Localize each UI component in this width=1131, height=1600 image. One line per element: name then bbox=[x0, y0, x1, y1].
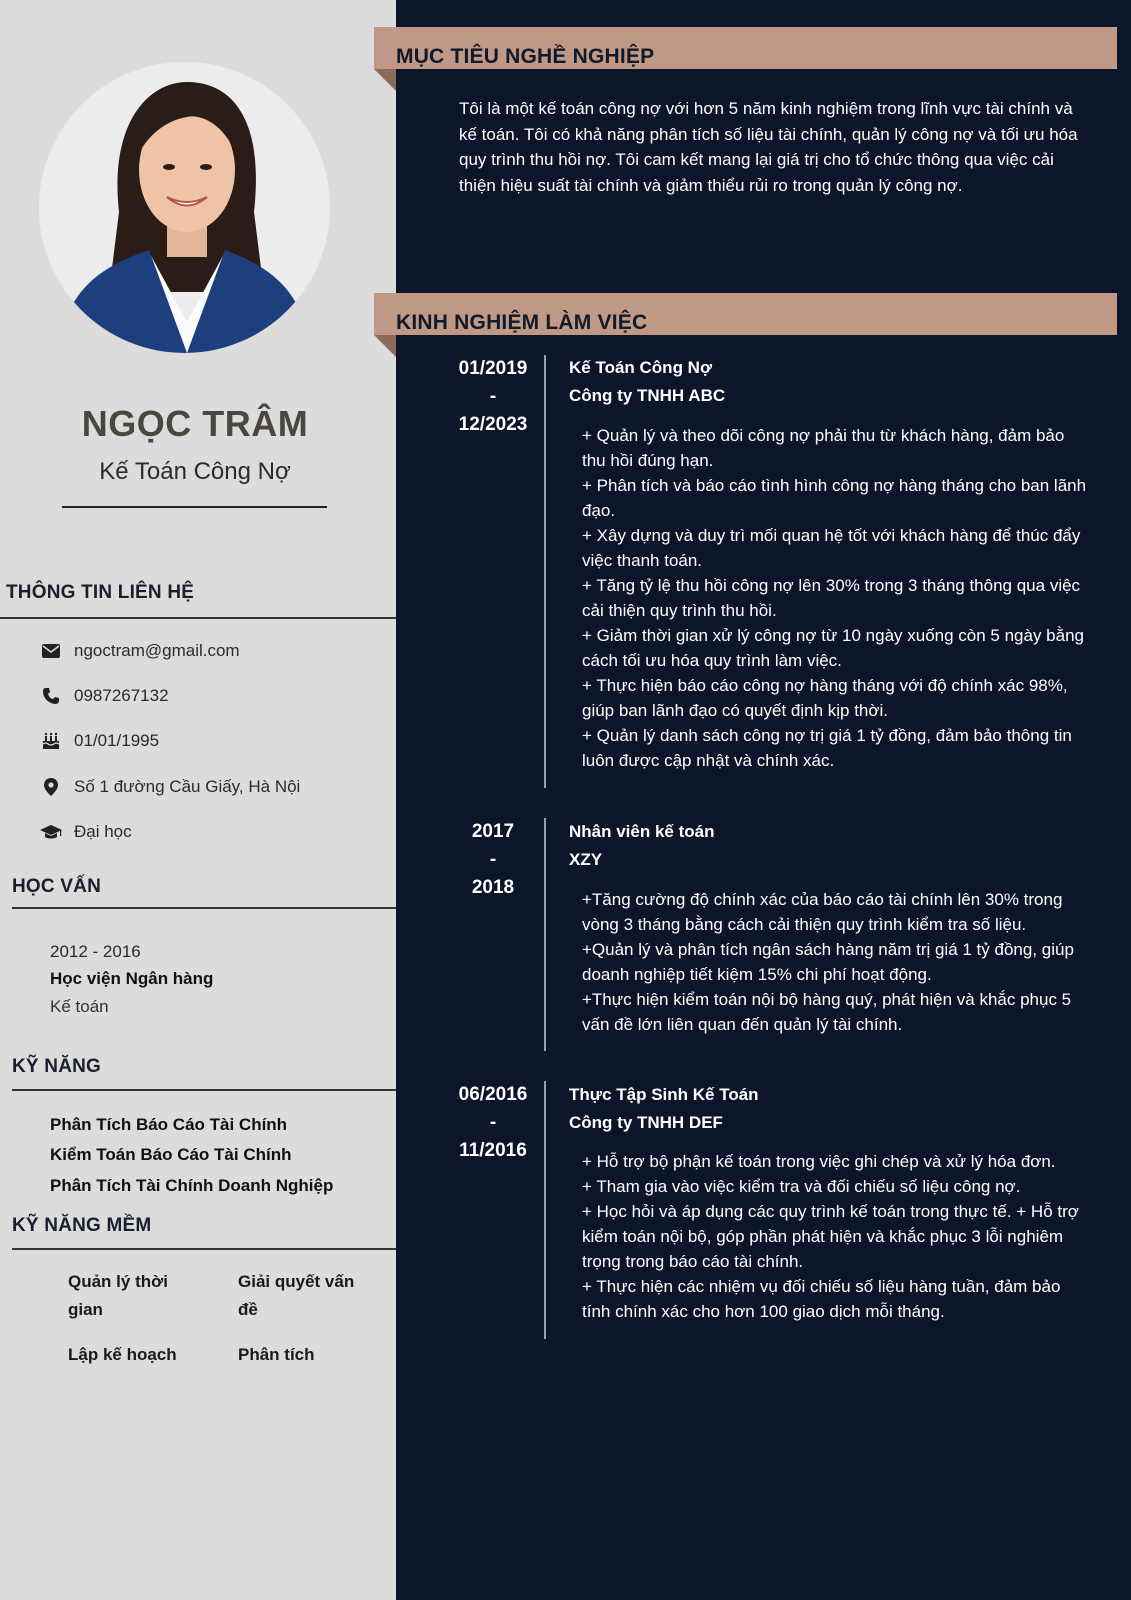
timeline-line bbox=[544, 1081, 546, 1339]
contact-email-text: ngoctram@gmail.com bbox=[74, 641, 240, 660]
skill-item: Phân Tích Báo Cáo Tài Chính bbox=[50, 1115, 288, 1134]
job-bullet: + Quản lý danh sách công nợ trị giá 1 tỷ đồng, đảm bảo thông tin luôn được cập nhật và chính xác. bbox=[582, 726, 1072, 770]
job-bullet: + Thực hiện báo cáo công nợ hàng tháng với độ chính xác 98%, giúp ban lãnh đạo có quyết định kịp thời. bbox=[582, 676, 1068, 720]
job-title: Thực Tập Sinh Kế Toán bbox=[569, 1085, 759, 1104]
education-school: Học viện Ngân hàng bbox=[50, 969, 214, 988]
job-company: XZY bbox=[569, 850, 603, 869]
skills-section-title: KỸ NĂNG bbox=[12, 1056, 102, 1077]
contact-degree-text: Đại học bbox=[74, 822, 132, 841]
job-bullet: + Tham gia vào việc kiểm tra và đối chiếu số liệu công nợ. bbox=[582, 1177, 1021, 1196]
phone-icon bbox=[40, 686, 62, 706]
job-date-separator: - bbox=[489, 1112, 497, 1133]
profile-name: NGỌC TRÂM bbox=[81, 403, 309, 444]
job-bullet: + Học hỏi và áp dụng các quy trình kế toán trong thực tế. + Hỗ trợ kiểm toán nội bộ, góp phần phát hiện và khắc phục 3 lỗi nghiêm trọng trong báo cáo tài chính. bbox=[582, 1202, 1079, 1271]
job-company: Công ty TNHH ABC bbox=[569, 386, 726, 405]
job-start-date: 01/2019 bbox=[458, 358, 528, 379]
soft-skills-section-title: KỸ NĂNG MỀM bbox=[12, 1215, 152, 1236]
experience-section-title: KINH NGHIỆM LÀM VIỆC bbox=[396, 311, 648, 334]
contact-divider bbox=[0, 617, 396, 619]
job-bullet: + Phân tích và báo cáo tình hình công nợ hàng tháng cho ban lãnh đạo. bbox=[582, 476, 1087, 520]
job-start-date: 2017 bbox=[471, 821, 515, 842]
job-end-date: 11/2016 bbox=[459, 1140, 527, 1161]
banner-fold bbox=[374, 69, 396, 91]
contact-section-title: THÔNG TIN LIÊN HỆ bbox=[6, 582, 195, 603]
contact-address bbox=[40, 777, 300, 797]
timeline-line bbox=[544, 355, 546, 788]
contact-email bbox=[40, 641, 240, 661]
job-title: Nhân viên kế toán bbox=[569, 822, 715, 841]
left-sidebar bbox=[0, 0, 396, 1600]
contact-birthday-text: 01/01/1995 bbox=[74, 731, 160, 750]
job-bullet: + Xây dựng và duy trì mối quan hệ tốt với khách hàng để thúc đẩy việc thanh toán. bbox=[582, 526, 1081, 570]
objective-section-title: MỤC TIÊU NGHỀ NGHIỆP bbox=[396, 45, 655, 68]
job-company: Công ty TNHH DEF bbox=[569, 1113, 723, 1132]
job-bullet: + Hỗ trợ bộ phận kế toán trong việc ghi chép và xử lý hóa đơn. bbox=[582, 1152, 1056, 1171]
education-section-title: HỌC VẤN bbox=[12, 876, 102, 897]
contact-phone bbox=[40, 686, 169, 706]
education-major: Kế toán bbox=[50, 997, 109, 1016]
job-start-date: 06/2016 bbox=[458, 1084, 528, 1105]
objective-text: Tôi là một kế toán công nợ với hơn 5 năm kinh nghiệm trong lĩnh vực tài chính và kế toán. Tôi có khả năng phân tích số liệu tài chính, quản lý công nợ và tối ưu hóa quy trình thu hồi nợ. Tôi cam kết mang lại giá trị cho tổ chức thông qua việc cải thiện hiệu suất tài chính và giảm thiểu rủi ro trong quản lý công nợ. bbox=[459, 99, 1078, 195]
soft-skill-item: Phân tích bbox=[238, 1345, 315, 1364]
education-divider bbox=[12, 907, 396, 909]
job-responsibilities bbox=[582, 1149, 1092, 1324]
job-responsibilities bbox=[582, 423, 1092, 773]
birthday-cake-icon bbox=[40, 731, 62, 751]
soft-skill-item: Lập kế hoạch bbox=[68, 1345, 177, 1364]
skill-item: Kiểm Toán Báo Cáo Tài Chính bbox=[50, 1145, 292, 1164]
soft-skill-item: Giải quyết vấn đề bbox=[238, 1272, 355, 1319]
skill-item: Phân Tích Tài Chính Doanh Nghiệp bbox=[50, 1176, 334, 1195]
job-responsibilities bbox=[582, 887, 1092, 1037]
banner-fold bbox=[374, 335, 396, 357]
job-bullet: + Quản lý và theo dõi công nợ phải thu từ khách hàng, đảm bảo thu hồi đúng hạn. bbox=[582, 426, 1065, 470]
profile-photo bbox=[39, 62, 330, 353]
contact-address-text: Số 1 đường Cầu Giấy, Hà Nội bbox=[74, 777, 301, 796]
contact-degree bbox=[40, 822, 132, 842]
job-bullet: + Tăng tỷ lệ thu hồi công nợ lên 30% trong 3 tháng thông qua việc cải thiện quy trình thu hồi. bbox=[582, 576, 1081, 620]
job-title: Kế Toán Công Nợ bbox=[569, 358, 713, 377]
soft-skill-item: Quản lý thời gian bbox=[68, 1272, 168, 1319]
timeline-line bbox=[544, 818, 546, 1051]
contact-phone-text: 0987267132 bbox=[74, 686, 169, 705]
job-bullet: +Tăng cường độ chính xác của báo cáo tài chính lên 30% trong vòng 3 tháng bằng cách cải thiện quy trình kiểm tra số liệu. bbox=[582, 890, 1063, 934]
job-end-date: 12/2023 bbox=[458, 414, 528, 435]
job-date-range bbox=[453, 355, 533, 439]
education-years: 2012 - 2016 bbox=[50, 942, 141, 961]
envelope-icon bbox=[40, 641, 62, 661]
profile-photo-illustration bbox=[39, 62, 330, 353]
profile-role: Kế Toán Công Nợ bbox=[99, 458, 291, 485]
job-date-range bbox=[453, 818, 533, 902]
graduation-cap-icon bbox=[40, 822, 62, 842]
skills-divider bbox=[12, 1089, 396, 1091]
soft-skills-divider bbox=[12, 1248, 396, 1250]
job-date-separator: - bbox=[489, 386, 497, 407]
job-bullet: +Quản lý và phân tích ngân sách hàng năm trị giá 1 tỷ đồng, giúp doanh nghiệp tiết kiệm 15% chi phí hoạt động. bbox=[582, 940, 1074, 984]
main-content bbox=[396, 0, 1131, 1600]
job-bullet: +Thực hiện kiểm toán nội bộ hàng quý, phát hiện và khắc phục 5 vấn đề lớn liên quan đến quản lý tài chính. bbox=[582, 990, 1072, 1034]
name-divider bbox=[62, 506, 327, 508]
job-end-date: 2018 bbox=[471, 877, 515, 898]
job-bullet: + Thực hiện các nhiệm vụ đối chiếu số liệu hàng tuần, đảm bảo tính chính xác cho hơn 100 giao dịch mỗi tháng. bbox=[582, 1277, 1061, 1321]
job-date-separator: - bbox=[489, 849, 497, 870]
job-date-range bbox=[453, 1081, 533, 1165]
job-bullet: + Giảm thời gian xử lý công nợ từ 10 ngày xuống còn 5 ngày bằng cách tối ưu hóa quy trình làm việc. bbox=[582, 626, 1084, 670]
map-pin-icon bbox=[40, 777, 62, 797]
contact-birthday bbox=[40, 731, 159, 751]
